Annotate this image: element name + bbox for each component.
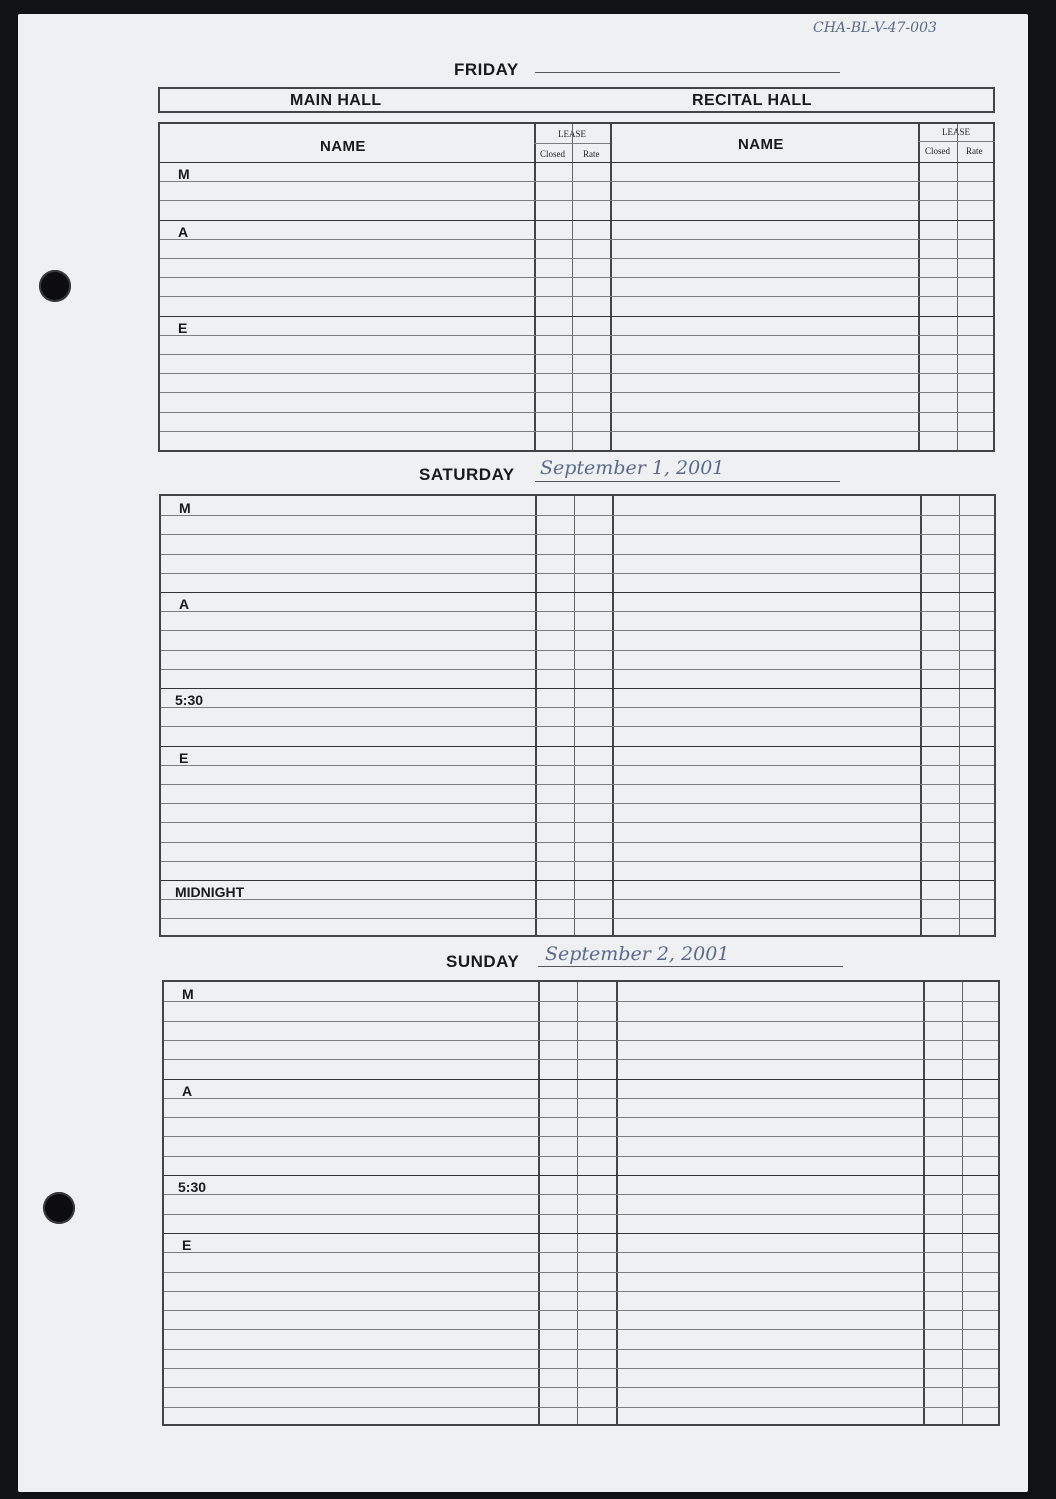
slot-divider: [164, 1079, 998, 1080]
entry-row-line: [160, 335, 993, 336]
closed-header: Closed: [540, 149, 566, 159]
archive-id: CHA-BL-V-47-003: [813, 20, 937, 36]
entry-row-line: [164, 1368, 998, 1369]
entry-row-line: [161, 707, 994, 708]
main-hall-label: MAIN HALL: [290, 92, 382, 109]
entry-row-line: [161, 630, 994, 631]
entry-row-line: [164, 1194, 998, 1195]
column-divider: [534, 124, 536, 450]
rate-header: Rate: [583, 149, 600, 159]
date-line: [535, 481, 840, 482]
entry-row-line: [161, 784, 994, 785]
entry-row-line: [160, 296, 993, 297]
entry-row-line: [161, 726, 994, 727]
entry-row-line: [164, 1021, 998, 1022]
time-slot-label: M: [178, 166, 190, 182]
lease-header: LEASE: [942, 127, 970, 137]
slot-divider: [164, 1175, 998, 1176]
column-divider: [959, 496, 960, 935]
entry-row-line: [161, 899, 994, 900]
time-slot-label: E: [179, 749, 189, 766]
entry-row-line: [161, 918, 994, 919]
friday-schedule-grid: [158, 122, 995, 452]
name-header: NAME: [320, 138, 366, 155]
column-divider: [535, 496, 537, 935]
entry-row-line: [164, 1059, 998, 1060]
entry-row-line: [160, 412, 993, 413]
entry-row-line: [160, 258, 993, 259]
slot-divider: [161, 746, 994, 747]
entry-row-line: [164, 1098, 998, 1099]
entry-row-line: [161, 803, 994, 804]
day-heading-sunday: SUNDAY: [446, 952, 520, 971]
closed-header: Closed: [925, 146, 951, 156]
entry-row-line: [161, 611, 994, 612]
entry-row-line: [164, 1117, 998, 1118]
hall-banner: [158, 87, 995, 113]
column-divider: [612, 496, 614, 935]
binder-hole: [43, 1192, 75, 1224]
entry-row-line: [161, 650, 994, 651]
time-slot-label: M: [182, 986, 194, 1002]
entry-row-line: [164, 1329, 998, 1330]
time-slot-label: 5:30: [178, 1179, 207, 1195]
time-slot-label: A: [178, 223, 189, 240]
header-rule: [918, 141, 995, 142]
saturday-schedule-grid: [159, 494, 996, 937]
entry-row-line: [164, 1156, 998, 1157]
slot-divider: [161, 880, 994, 881]
column-divider: [610, 124, 612, 450]
entry-row-line: [164, 1252, 998, 1253]
entry-row-line: [164, 1136, 998, 1137]
entry-row-line: [164, 1040, 998, 1041]
time-slot-label: 5:30: [175, 692, 204, 708]
entry-row-line: [160, 392, 993, 393]
entry-row-line: [161, 822, 994, 823]
entry-row-line: [164, 1387, 998, 1388]
name-header: NAME: [738, 136, 784, 153]
column-divider: [920, 496, 922, 935]
entry-row-line: [164, 1291, 998, 1292]
entry-row-line: [164, 1310, 998, 1311]
slot-divider: [161, 592, 994, 593]
slot-divider: [160, 162, 993, 163]
date-sunday: September 2, 2001: [545, 943, 730, 965]
lease-header: LEASE: [558, 129, 586, 139]
day-heading-saturday: SATURDAY: [419, 465, 515, 484]
date-line: [535, 72, 840, 73]
column-divider: [572, 124, 573, 450]
time-slot-label: E: [182, 1236, 192, 1253]
entry-row-line: [160, 239, 993, 240]
entry-row-line: [160, 354, 993, 355]
entry-row-line: [161, 554, 994, 555]
date-saturday: September 1, 2001: [540, 457, 725, 479]
header-rule: [534, 143, 610, 144]
slot-divider: [164, 1233, 998, 1234]
entry-row-line: [164, 1349, 998, 1350]
day-heading-friday: FRIDAY: [454, 60, 519, 79]
date-line: [538, 966, 843, 967]
sunday-schedule-grid: [162, 980, 1000, 1426]
entry-row-line: [160, 181, 993, 182]
slot-divider: [160, 316, 993, 317]
entry-row-line: [161, 669, 994, 670]
entry-row-line: [164, 1272, 998, 1273]
entry-row-line: [161, 765, 994, 766]
entry-row-line: [164, 1001, 998, 1002]
time-slot-label: A: [182, 1082, 193, 1099]
entry-row-line: [160, 373, 993, 374]
entry-row-line: [161, 515, 994, 516]
column-divider: [574, 496, 575, 935]
entry-row-line: [161, 861, 994, 862]
recital-hall-label: RECITAL HALL: [692, 92, 812, 109]
slot-divider: [160, 220, 993, 221]
column-divider: [616, 982, 618, 1424]
column-divider: [918, 124, 920, 450]
entry-row-line: [160, 200, 993, 201]
entry-row-line: [161, 842, 994, 843]
entry-row-line: [164, 1407, 998, 1408]
time-slot-label: E: [178, 319, 188, 336]
entry-row-line: [160, 277, 993, 278]
slot-divider: [161, 688, 994, 689]
binder-hole: [39, 270, 71, 302]
entry-row-line: [161, 573, 994, 574]
entry-row-line: [160, 431, 993, 432]
column-divider: [957, 124, 958, 450]
entry-row-line: [161, 534, 994, 535]
rate-header: Rate: [966, 146, 983, 156]
time-slot-label: MIDNIGHT: [175, 884, 245, 900]
time-slot-label: A: [179, 596, 190, 612]
column-divider: [923, 982, 925, 1424]
time-slot-label: M: [179, 500, 191, 516]
column-divider: [538, 982, 540, 1424]
column-divider: [962, 982, 963, 1424]
column-divider: [577, 982, 578, 1424]
entry-row-line: [164, 1214, 998, 1215]
